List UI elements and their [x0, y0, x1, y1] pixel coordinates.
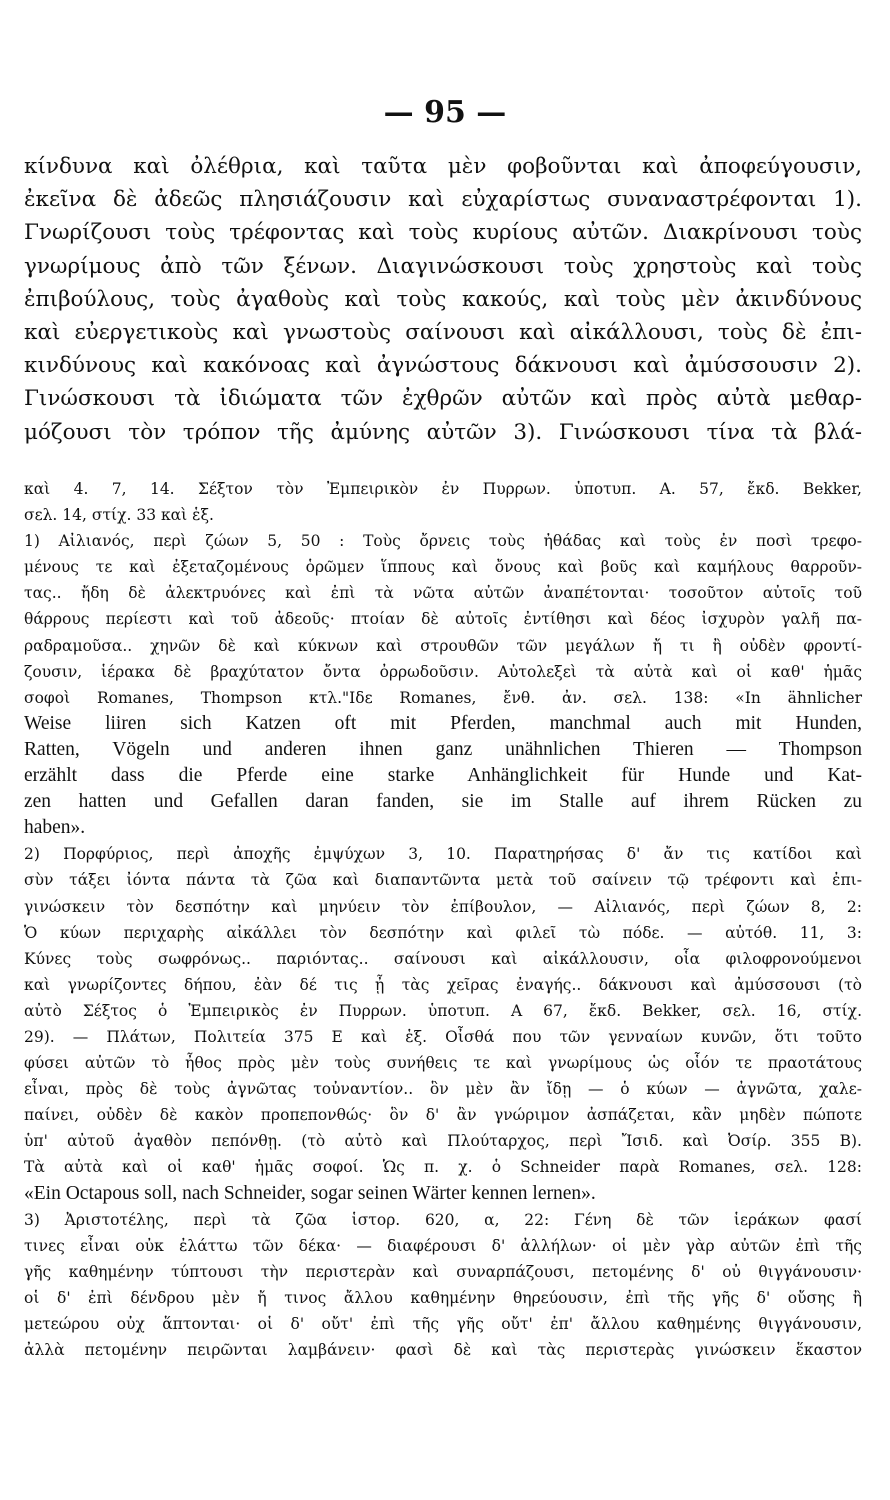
- footnote-line: παίνει, οὐδὲν δὲ κακὸν προπεπονθώς· ὃν δ' ἂν γνώριμον ἀσπάζεται, κἂν μηδὲν πώποτε: [24, 1106, 862, 1125]
- footnote-line: αὐτὸ Σέξτος ὁ Ἐμπειρικὸς ἐν Πυρρων. ὑποτυπ. Α 67, ἔκδ. Bekker, σελ. 16, στίχ.: [24, 1001, 862, 1020]
- footnote-line: σελ. 14, στίχ. 33 καὶ ἑξ.: [24, 506, 214, 525]
- footnote-line: 3) Ἀριστοτέλης, περὶ τὰ ζῶα ἱστορ. 620, α, 22: Γένη δὲ τῶν ἱεράκων φασί: [24, 1210, 862, 1229]
- footnote-line: erzählt dass die Pferde eine starke Anhänglichkeit für Hunde und Kat-: [24, 765, 862, 787]
- footnote-line: εἶναι, πρὸς δὲ τοὺς ἀγνῶτας τοὐναντίον.. ὃν μὲν ἂν ἴδῃ — ὁ κύων — ἀγνῶτα, χαλε-: [24, 1080, 862, 1099]
- footnote-line: καὶ γνωρίζοντες δήπου, ἐὰν δέ τις ᾖ τὰς χεῖρας ἐναγής.. δάκνουσι καὶ ἀμύσσουσι (τὸ: [24, 975, 862, 994]
- footnote-line: ἀλλὰ πετομένην πειρῶνται λαμβάνειν· φασὶ δὲ καὶ τὰς περιστερὰς γινώσκειν ἕκαστον: [24, 1341, 862, 1360]
- main-line: Γνωρίζουσι τοὺς τρέφοντας καὶ τοὺς κυρίους αὐτῶν. Διακρίνουσι τοὺς: [24, 220, 862, 246]
- footnote-line: τινες εἶναι οὐκ ἐλάττω τῶν δέκα· — διαφέρουσι δ' ἀλλήλων· οἱ μὲν γὰρ αὐτῶν ἐπὶ τῆς: [24, 1236, 862, 1255]
- footnote-line: «Ein Octapous soll, nach Schneider, sogar seinen Wärter kennen lernen».: [24, 1182, 596, 1204]
- footnote-3: [24, 1207, 862, 1364]
- footnote-line: σοφοὶ Romanes, Thompson κτλ."Ιδε Romanes, ἔνθ. ἀν. σελ. 138: «In ähnlicher: [24, 688, 862, 707]
- main-line: κίνδυνα καὶ ὀλέθρια, καὶ ταῦτα μὲν φοβοῦνται καὶ ἀποφεύγουσιν,: [24, 154, 862, 179]
- footnote-line: 1) Αἰλιανός, περὶ ζώων 5, 50 : Τοὺς ὄρνεις τοὺς ἠθάδας καὶ τοὺς ἐν ποσὶ τρεφο-: [24, 532, 862, 551]
- footnote-line: μετεώρου οὐχ ἅπτονται· οἱ δ' οὔτ' ἐπὶ τῆς γῆς οὔτ' ἐπ' ἄλλου καθημένης θιγγάνουσιν,: [24, 1315, 862, 1333]
- page-number: — 95 —: [383, 95, 507, 130]
- main-line: Γινώσκουσι τὰ ἰδιώματα τῶν ἐχθρῶν αὐτῶν καὶ πρὸς αὐτὰ μεθαρ-: [24, 386, 862, 412]
- footnote-line: φύσει αὐτῶν τὸ ἦθος πρὸς μὲν τοὺς συνήθεις τε καὶ γνωρίμους ὡς οἷόν τε πραοτάτους: [24, 1054, 862, 1073]
- footnote-continuation: [24, 476, 862, 528]
- footnote-line: ραδραμοῦσα.. χηνῶν δὲ καὶ κύκνων καὶ στρουθῶν τῶν μεγάλων ἤ τι ἢ οὐδὲν φροντί-: [24, 636, 862, 655]
- footnote-line: μένους τε καὶ ἐξεταζομένους ὁρῶμεν ἵππους καὶ ὄνους καὶ βοῦς καὶ καμήλους θαρροῦν-: [24, 558, 862, 577]
- footnote-line: Weise liiren sich Katzen oft mit Pferden, manchmal auch mit Hunden,: [24, 712, 862, 734]
- footnote-line: 2) Πορφύριος, περὶ ἀποχῆς ἐμψύχων 3, 10. Παρατηρήσας δ' ἄν τις κατίδοι καὶ: [24, 845, 862, 864]
- footnote-line: καὶ 4. 7, 14. Σέξτον τὸν Ἐμπειρικὸν ἐν Πυρρων. ὑποτυπ. Α. 57, ἔκδ. Bekker,: [24, 480, 862, 498]
- footnote-line: οἱ δ' ἐπὶ δένδρου μὲν ἤ τινος ἄλλου καθημένην θηρεύουσιν, ἐπὶ τῆς γῆς δ' οὔσης ἢ: [24, 1288, 862, 1307]
- main-line: γνωρίμους ἀπὸ τῶν ξένων. Διαγινώσκουσι τοὺς χρηστοὺς καὶ τοὺς: [24, 253, 862, 279]
- footnote-line: Κύνες τοὺς σωφρόνως.. παριόντας.. σαίνουσι καὶ αἰκάλλουσιν, οἷα φιλοφρονούμενοι: [24, 949, 862, 968]
- main-line: ἐπιβούλους, τοὺς ἀγαθοὺς καὶ τοὺς κακούς, καὶ τοὺς μὲν ἀκινδύνους: [24, 286, 862, 312]
- footnote-line: Τὰ αὐτὰ καὶ οἱ καθ' ἡμᾶς σοφοί. Ὡς π. χ. ὁ Schneider παρὰ Romanes, σελ. 128:: [24, 1158, 862, 1177]
- footnote-line: Ὁ κύων περιχαρὴς αἰκάλλει τὸν δεσπότην καὶ φιλεῖ τὼ πόδε. — αὐτόθ. 11, 3:: [24, 923, 862, 942]
- footnote-line: ζουσιν, ἱέρακα δὲ βραχύτατον ὄντα ὀρρωδοῦσιν. Αὐτολεξεὶ τὰ αὐτὰ καὶ οἱ καθ' ἡμᾶς: [24, 662, 862, 681]
- footnote-line: σὺν τάξει ἰόντα πάντα τὰ ζῶα καὶ διαπαντῶντα μετὰ τοῦ σαίνειν τῷ τρέφοντι καὶ ἐπι-: [24, 871, 862, 890]
- main-line: κινδύνους καὶ κακόνοας καὶ ἀγνώστους δάκνουσι καὶ ἀμύσσουσιν 2).: [24, 353, 862, 379]
- footnote-line: Ratten, Vögeln und anderen ihnen ganz unähnlichen Thieren — Thompson: [24, 738, 862, 760]
- footnotes: [24, 476, 862, 1363]
- footnote-line: γινώσκειν τὸν δεσπότην καὶ μηνύειν τὸν ἐπίβουλον, — Αἰλιανός, περὶ ζώων 8, 2:: [24, 897, 862, 916]
- footnote-line: haben».: [24, 817, 86, 839]
- main-line: καὶ εὐεργετικοὺς καὶ γνωστοὺς σαίνουσι καὶ αἰκάλλουσι, τοὺς δὲ ἐπι-: [24, 320, 862, 346]
- footnote-line: τας.. ἤδη δὲ ἀλεκτρυόνες καὶ ἐπὶ τὰ νῶτα αὐτῶν ἀναπέτονται· τοσοῦτον αὐτοῖς τοῦ: [24, 584, 862, 603]
- main-line: ἐκεῖνα δὲ ἀδεῶς πλησιάζουσιν καὶ εὐχαρίστως συναναστρέφονται 1).: [24, 187, 862, 213]
- footnote-line: γῆς καθημένην τύπτουσι τὴν περιστερὰν καὶ συναρπάζουσι, πετομένης δ' οὐ θιγγάνουσιν·: [24, 1262, 862, 1281]
- footnote-line: θάρρους περίεστι καὶ τοῦ ἀδεοῦς· πτοίαν δὲ αὐτοῖς ἐντίθησι καὶ δέος ἰσχυρὸν γαλῆ πα-: [24, 610, 862, 629]
- footnote-line: 29). — Πλάτων, Πολιτεία 375 Ε καὶ ἑξ. Οἶσθά που τῶν γενναίων κυνῶν, ὅτι τοῦτο: [24, 1027, 862, 1046]
- main-paragraph: [24, 150, 862, 449]
- footnote-line: ὑπ' αὐτοῦ ἀγαθὸν πεπόνθῃ. (τὸ αὐτὸ καὶ Πλούταρχος, περὶ Ἴσιδ. καὶ Ὀσίρ. 355 Β).: [24, 1132, 862, 1151]
- footnote-1: [24, 528, 862, 841]
- main-line: μόζουσι τὸν τρόπον τῆς ἀμύνης αὐτῶν 3). Γινώσκουσι τίνα τὰ βλά-: [24, 419, 862, 445]
- footnote-2: [24, 841, 862, 1206]
- footnote-line: zen hatten und Gefallen daran fanden, sie im Stalle auf ihrem Rücken zu: [24, 791, 862, 813]
